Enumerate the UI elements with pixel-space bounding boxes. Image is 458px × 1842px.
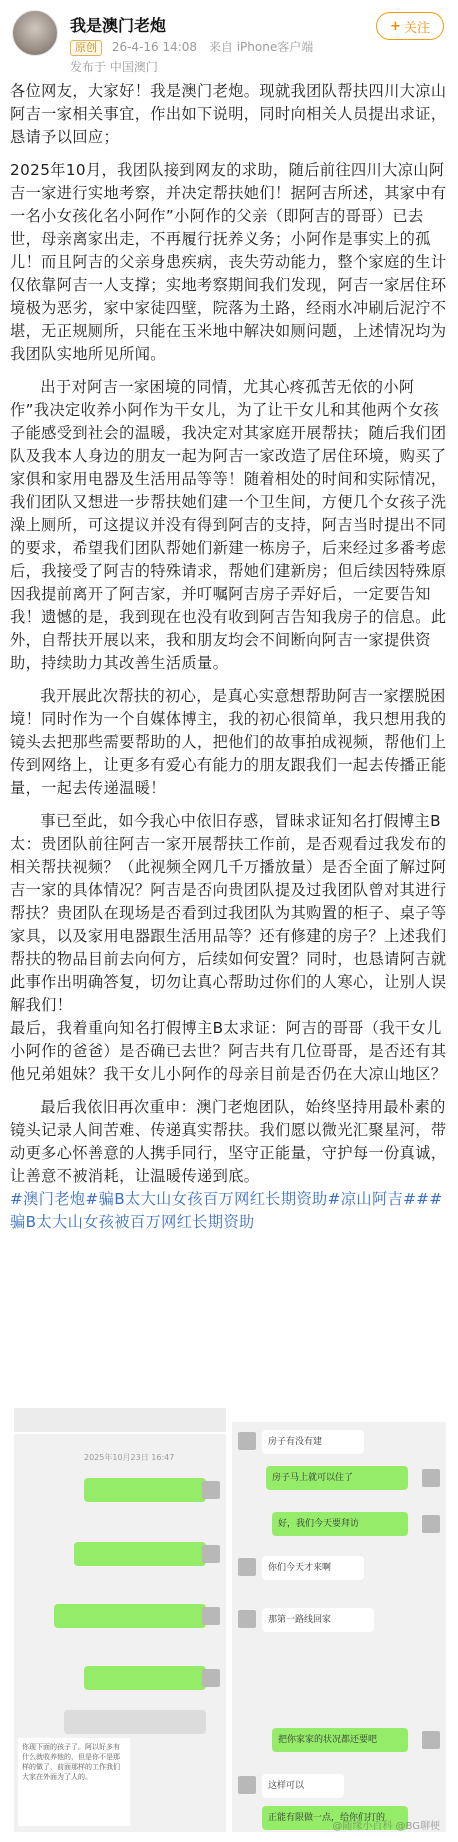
paragraph: 事已至此，如今我心中依旧存惑，冒昧求证知名打假博主B太：贵团队前往阿吉一家开展帮扶工作前，是否观看过我发布的相关帮扶视频？（此视频全网几千万播放量）是否全面了解过阿吉一家的具体情况？阿吉是否向贵团队提及过我团队曾对其进行帮扶？贵团队在现场是否看到过我团队为其购置的柜子、桌子等家具，以及家用电器跟生活用品等？还有修建的房子？上述我们帮扶的物品目前去向何方，后续如何安置？同时，也恳请阿吉就此事作出明确答复，切勿让真心帮助过你们的人寒心，让别人误解我们！ — [10, 812, 447, 1014]
chat-screenshot-left — [14, 1434, 226, 1832]
chat-bubble — [64, 1710, 206, 1734]
chat-avatar — [202, 1669, 220, 1687]
chat-bubble: 你们今天才来啊 — [262, 1556, 364, 1580]
follow-label: 关注 — [403, 20, 430, 36]
paragraph: 2025年10月，我团队接到网友的求助，随后前往四川大凉山阿吉一家进行实地考察，并决定帮扶她们！据阿吉所述，其家中有一名小女孩化名小阿作”小阿作的父亲（即阿吉的哥哥）已去世，母亲离家出走，不再履行抚养义务；小阿作是事实上的孤儿！而且阿吉的父亲身患疾病，丧失劳动能力，整个家庭的生计仅依靠阿吉一人支撑；实地考察期间我们发现，阿吉一家居住环境极为恶劣，家中家徒四壁，院落为土路，经雨水冲刷后泥泞不堪，无正规厕所，只能在玉米地中解决如厕问题，上述情况均为我团队实地所见所闻。 — [10, 161, 447, 363]
chat-bubble — [54, 1604, 206, 1628]
published-location: 发布于 中国澳门 — [70, 60, 158, 74]
plus-icon: + — [390, 18, 401, 34]
chat-bubble — [84, 1666, 206, 1690]
paragraph: 我开展此次帮扶的初心，是真心实意想帮助阿吉一家摆脱困境！同时作为一个自媒体博主，我的初心很简单，我只想用我的镜头去把那些需要帮助的人，把他们的故事拍成视频，帮他们上传到网络上，让更多有爱心有能力的朋友跟我们一起去传播正能量，一起去传递温暖！ — [10, 687, 447, 797]
paragraph: 最后，我着重向知名打假博主B太求证：阿吉的哥哥（我干女儿小阿作的爸爸）是否确已去世？阿吉共有几位哥哥，是否还有其他兄弟姐妹？我干女儿小阿作的母亲目前是否仍在大凉山地区？ — [10, 1019, 447, 1083]
follow-button[interactable] — [376, 12, 444, 40]
chat-bubble — [84, 1478, 206, 1502]
chat-avatar — [238, 1432, 256, 1450]
chat-avatar — [202, 1545, 220, 1563]
post-body — [10, 80, 448, 1244]
chat-screenshot-right — [232, 1422, 446, 1832]
username[interactable]: 我是澳门老炮 — [70, 16, 167, 35]
chat-bubble — [74, 1542, 206, 1566]
chat-avatar — [238, 1558, 256, 1576]
chat-bubble: 那第一路线回家 — [262, 1608, 374, 1632]
avatar[interactable] — [12, 10, 58, 56]
chat-avatar — [238, 1610, 256, 1628]
chat-avatar — [422, 1469, 440, 1487]
chat-avatar — [202, 1481, 220, 1499]
chat-bubble: 正能有限做一点，给你们打的 — [262, 1806, 408, 1830]
chat-bubble: 房子有没有建 — [262, 1430, 364, 1454]
post-timestamp: 26-4-16 14:08 — [111, 40, 198, 54]
chat-avatar — [238, 1776, 256, 1794]
post-header — [0, 0, 458, 80]
message-text-card: 你现下面的孩子了。阿以好多有什么就收养他的，但是你不是那样的做了，前面那样的工作我们大家在外面为了人的。 — [18, 1738, 130, 1826]
chat-header-strip — [14, 1408, 226, 1432]
screenshot-collage[interactable] — [6, 1408, 452, 1838]
paragraph: 最后我依旧再次重申：澳门老炮团队，始终坚持用最朴素的镜头记录人间苦难、传递真实帮扶。我们愿以微光汇聚星河，带动更多心怀善意的人携手同行，坚守正能量，守护每一份真诚，让善意不被消耗，让温暖传递到底。 — [10, 1098, 447, 1185]
chat-bubble: 把你家家的状况都还要吧 — [272, 1728, 408, 1752]
chat-bubble: 好，我们今天要拜访 — [272, 1512, 408, 1536]
original-badge: 原创 — [70, 40, 102, 56]
paragraph: 出于对阿吉一家困境的同情，尤其心疼孤苦无依的小阿作”我决定收养小阿作为干女儿，为了让干女儿和其他两个女孩子能感受到社会的温暖，我决定对其家庭开展帮扶；随后我们团队及我本人身边的朋友一起为阿吉一家改造了居住环境，购买了家俱和家用电器及生活用品等等！随着相处的时间和实际情况，我们团队又想进一步帮扶她们建一个卫生间，方便几个女孩子洗澡上厕所，可这提议并没有得到阿吉的支持，阿吉当时提出不同的要求，希望我们团队帮她们新建一栋房子，后来经过多番考虑后，我接受了阿吉的特殊请求，帮她们建新房；但后续因特殊原因我提前离开了阿吉家，并叮嘱阿吉房子弄好后，一定要告知我！遗憾的是，我到现在也没有收到阿吉告知我房子的信息。此外，自帮扶开展以来，我和朋友均会不间断向阿吉一家提供资助，持续助力其改善生活质量。 — [10, 378, 447, 672]
paragraph: 各位网友，大家好！我是澳门老炮。现就我团队帮扶四川大凉山阿吉一家相关事宜，作出如下说明，同时向相关人员提出求证，恳请予以回应； — [10, 82, 447, 146]
chat-avatar — [422, 1731, 440, 1749]
chat-avatar — [422, 1515, 440, 1533]
chat-timestamp: 2025年10月23日 16:47 — [84, 1453, 175, 1462]
hashtags[interactable]: #澳门老炮#骗B太大山女孩百万网红长期资助#凉山阿吉###骗B太大山女孩被百万网红长期资助 — [10, 1190, 443, 1231]
post-meta — [70, 38, 321, 56]
post-client: 来自 iPhone客户端 — [208, 40, 314, 54]
chat-avatar — [202, 1607, 220, 1625]
chat-bubble: 房子马上就可以住了 — [266, 1466, 408, 1490]
chat-bubble: 这样可以 — [262, 1774, 344, 1798]
watermark: @随缘小百科 @BG聊梗 — [332, 1821, 440, 1832]
